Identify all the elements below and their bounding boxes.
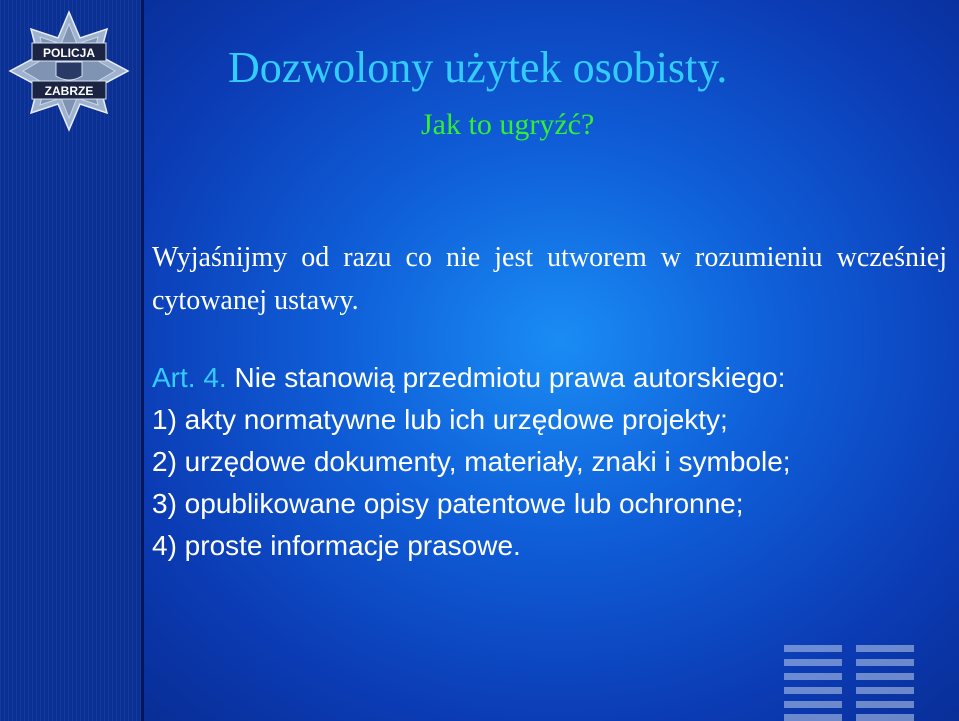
decorative-bar: [856, 687, 914, 694]
slide-title: Dozwolony użytek osobisty.: [228, 43, 728, 92]
article-item: 2) urzędowe dokumenty, materiały, znaki i symbole;: [152, 446, 791, 477]
intro-paragraph: Wyjaśnijmy od razu co nie jest utworem w rozumieniu wcześniej cytowanej ustawy.: [152, 242, 947, 316]
article-item: 3) opublikowane opisy patentowe lub ochronne;: [152, 488, 744, 519]
decorative-bar: [784, 714, 842, 721]
decorative-bar: [784, 687, 842, 694]
decorative-bar: [784, 673, 842, 680]
decorative-bar: [784, 701, 842, 708]
badge-top-text: POLICJA: [42, 46, 96, 60]
decorative-bar: [784, 659, 842, 666]
article-label: Art. 4.: [152, 362, 227, 393]
police-badge-logo: [8, 10, 130, 132]
sidebar-divider: [141, 0, 144, 721]
decorative-bar: [856, 673, 914, 680]
decorative-bar: [856, 701, 914, 708]
decorative-bar: [856, 645, 914, 652]
decorative-bar: [856, 659, 914, 666]
article-heading-line: [152, 357, 947, 399]
slide-subtitle: Jak to ugryźć?: [421, 108, 595, 141]
article-item: 4) proste informacje prasowe.: [152, 530, 521, 561]
decorative-bar: [856, 714, 914, 721]
article-lead: Nie stanowią przedmiotu prawa autorskiego:: [234, 362, 786, 393]
badge-bottom-text: ZABRZE: [44, 84, 94, 98]
decorative-bar: [784, 645, 842, 652]
article-item: 1) akty normatywne lub ich urzędowe projekty;: [152, 404, 728, 435]
article-block: [152, 357, 947, 567]
decorative-bars: [784, 645, 918, 721]
